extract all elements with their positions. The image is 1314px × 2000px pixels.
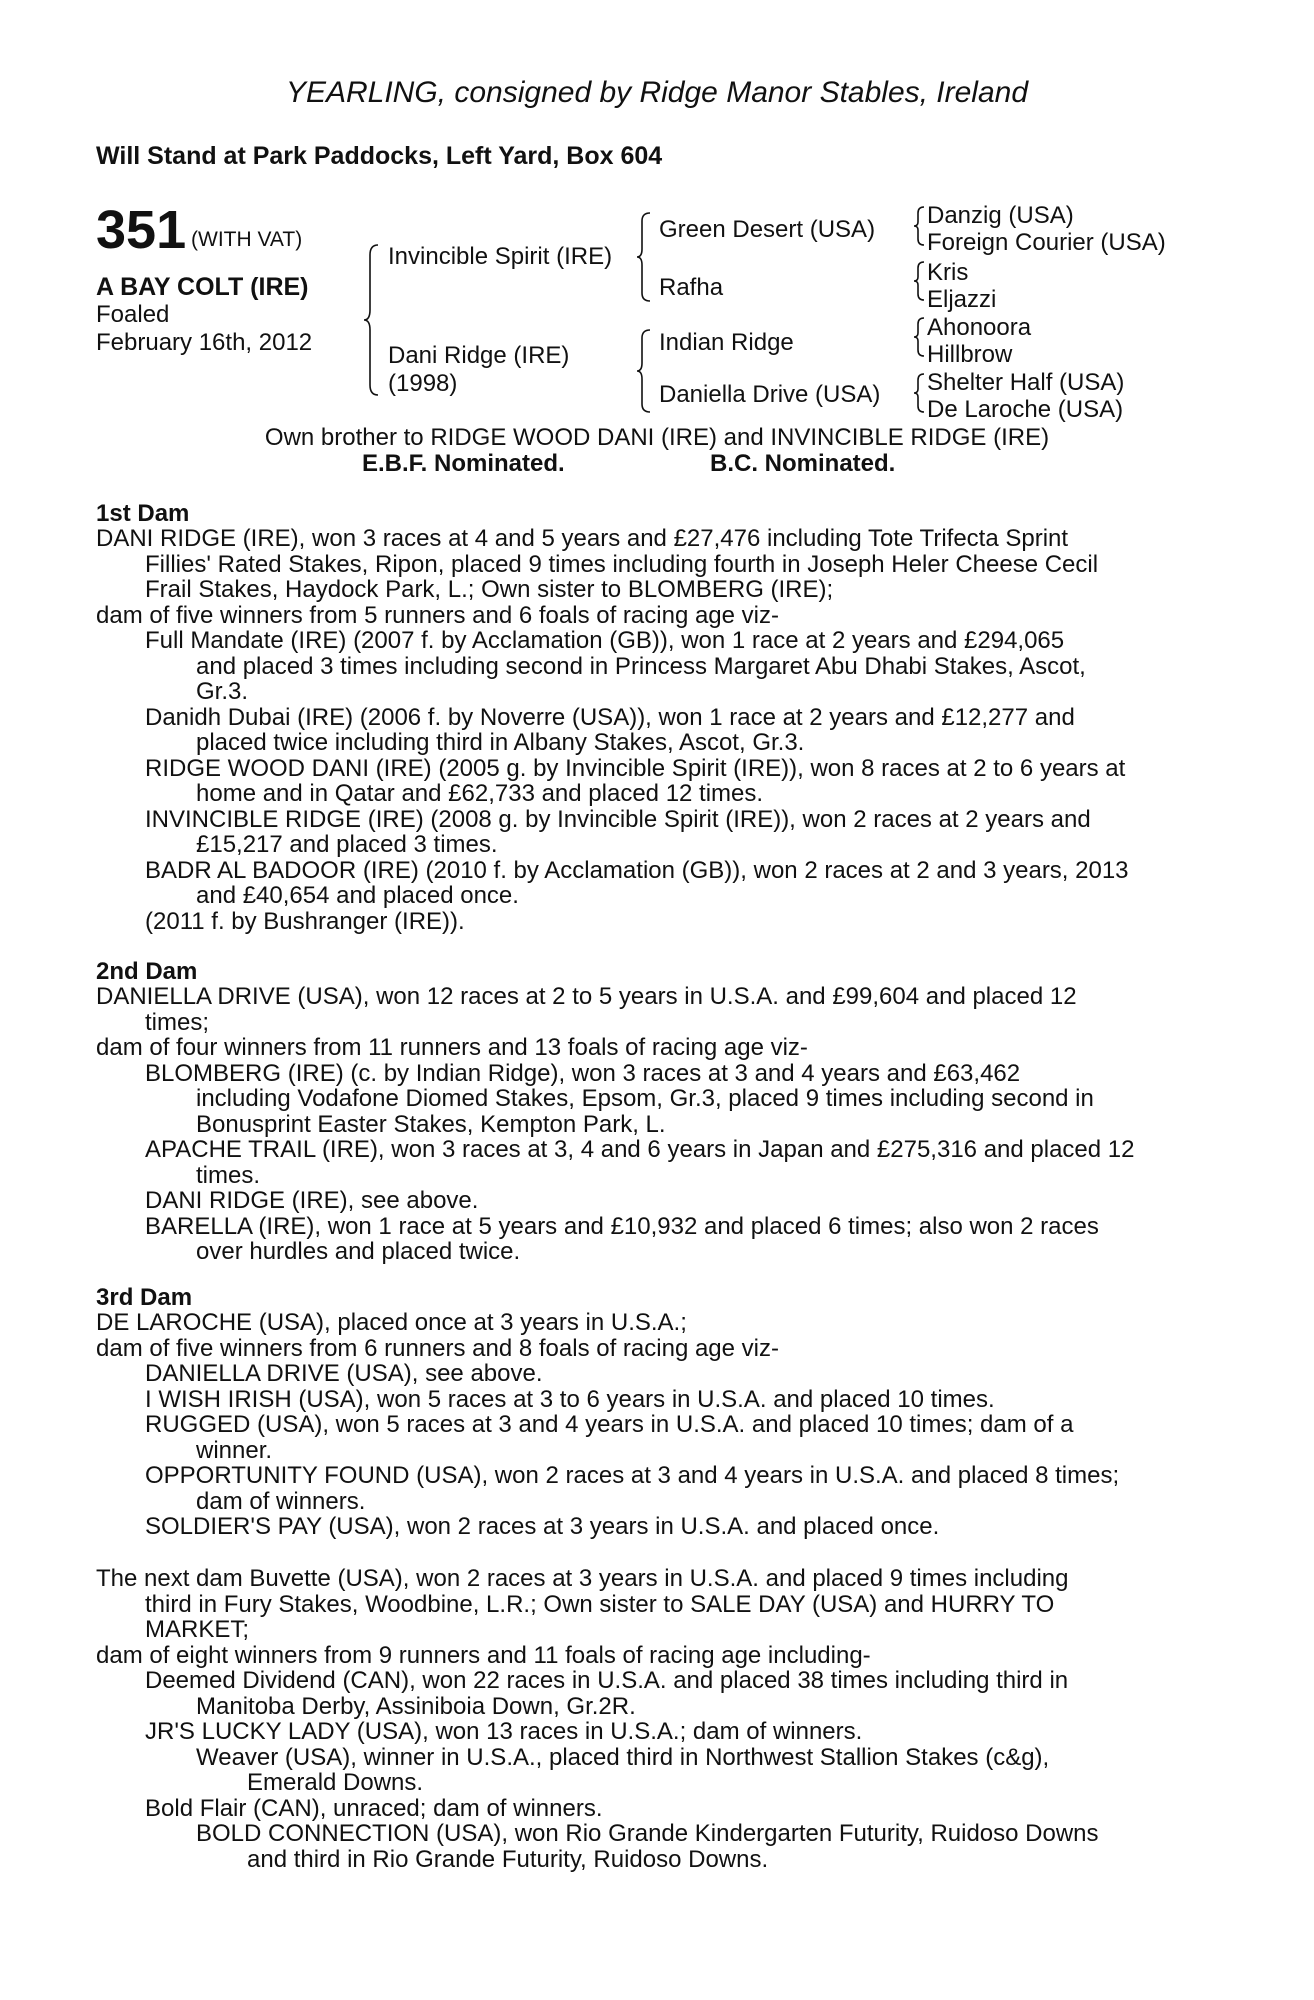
ebf-nominated: E.B.F. Nominated.: [362, 450, 565, 477]
pedigree-ddd: De Laroche (USA): [927, 396, 1124, 423]
text-line: Bold Flair (CAN), unraced; dam of winners.: [145, 1794, 603, 1822]
text-line: BARELLA (IRE), won 1 race at 5 years and £10,932 and placed 6 times; also won 2 races: [145, 1212, 1099, 1240]
text-line: Bonusprint Easter Stakes, Kempton Park, L.: [196, 1110, 666, 1138]
text-line: including Vodafone Diomed Stakes, Epsom, Gr.3, placed 9 times including second in: [196, 1085, 1094, 1112]
pedigree-dam-dam: Daniella Drive (USA): [659, 381, 881, 408]
second-dam-heading: 2nd Dam: [96, 958, 198, 985]
text-line: dam of five winners from 5 runners and 6 foals of racing age viz-: [96, 601, 779, 629]
foaled-label: Foaled: [96, 301, 170, 328]
text-line: The next dam Buvette (USA), won 2 races at 3 years in U.S.A. and placed 9 times including: [96, 1565, 1069, 1592]
pedigree-ssd: Foreign Courier (USA): [927, 229, 1166, 256]
text-line: INVINCIBLE RIDGE (IRE) (2008 g. by Invincible Spirit (IRE)), won 2 races at 2 years and: [145, 805, 1091, 833]
first-dam-heading: 1st Dam: [96, 500, 190, 527]
text-line: £15,217 and placed 3 times.: [196, 831, 498, 858]
pedigree-dam-sire: Indian Ridge: [659, 329, 794, 356]
text-line: DANI RIDGE (IRE), won 3 races at 4 and 5 years and £27,476 including Tote Trifecta Sprint: [96, 525, 1069, 552]
third-dam-lines: [96, 1310, 1119, 1540]
text-line: RIDGE WOOD DANI (IRE) (2005 g. by Invincible Spirit (IRE)), won 8 races at 2 to 6 years at: [145, 754, 1126, 782]
text-line: I WISH IRISH (USA), won 5 races at 3 to 6 years in U.S.A. and placed 10 times.: [145, 1385, 995, 1413]
text-line: home and in Qatar and £62,733 and placed 12 times.: [196, 780, 764, 807]
text-line: and placed 3 times including second in Princess Margaret Abu Dhabi Stakes, Ascot,: [196, 652, 1086, 680]
text-line: dam of eight winners from 9 runners and 11 foals of racing age including-: [96, 1641, 871, 1669]
text-line: Weaver (USA), winner in U.S.A., placed third in Northwest Stallion Stakes (c&g),: [196, 1743, 1050, 1771]
first-dam-lines: [96, 526, 1129, 934]
text-line: and third in Rio Grande Futurity, Ruidoso Downs.: [247, 1845, 769, 1873]
text-line: placed twice including third in Albany Stakes, Ascot, Gr.3.: [196, 729, 805, 756]
text-line: SOLDIER'S PAY (USA), won 2 races at 3 years in U.S.A. and placed once.: [145, 1513, 940, 1540]
pedigree-dam: Dani Ridge (IRE): [388, 342, 570, 369]
text-line: Fillies' Rated Stakes, Ripon, placed 9 times including fourth in Joseph Heler Cheese Cecil: [145, 550, 1099, 578]
text-line: DANI RIDGE (IRE), see above.: [145, 1187, 479, 1214]
text-line: Deemed Dividend (CAN), won 22 races in U.S.A. and placed 38 times including third in: [145, 1667, 1069, 1694]
pedigree-sss: Danzig (USA): [927, 202, 1074, 229]
text-line: times.: [196, 1161, 261, 1189]
bc-nominated: B.C. Nominated.: [710, 450, 896, 477]
text-line: Emerald Downs.: [247, 1769, 424, 1796]
pedigree-sds: Kris: [927, 259, 969, 286]
text-line: BOLD CONNECTION (USA), won Rio Grande Kindergarten Futurity, Ruidoso Downs: [196, 1820, 1099, 1847]
text-line: APACHE TRAIL (IRE), won 3 races at 3, 4 and 6 years in Japan and £275,316 and placed 12: [145, 1136, 1135, 1163]
text-line: JR'S LUCKY LADY (USA), won 13 races in U.S.A.; dam of winners.: [145, 1718, 863, 1745]
text-line: Full Mandate (IRE) (2007 f. by Acclamation (GB)), won 1 race at 2 years and £294,065: [145, 627, 1065, 654]
text-line: MARKET;: [145, 1616, 250, 1643]
pedigree-dam-year: (1998): [388, 370, 458, 397]
text-line: dam of winners.: [196, 1487, 366, 1515]
text-line: Gr.3.: [196, 678, 249, 705]
pedigree-sdd: Eljazzi: [927, 286, 997, 313]
text-line: winner.: [196, 1436, 273, 1464]
pedigree-dss: Ahonoora: [927, 314, 1032, 341]
text-line: OPPORTUNITY FOUND (USA), won 2 races at 3 and 4 years in U.S.A. and placed 8 times;: [145, 1462, 1120, 1489]
text-line: RUGGED (USA), won 5 races at 3 and 4 years in U.S.A. and placed 10 times; dam of a: [145, 1411, 1074, 1438]
own-brother-note: Own brother to RIDGE WOOD DANI (IRE) and INVINCIBLE RIDGE (IRE): [264, 424, 1050, 451]
lot-number: 351: [96, 200, 187, 260]
text-line: Manitoba Derby, Assiniboia Down, Gr.2R.: [196, 1692, 636, 1720]
text-line: and £40,654 and placed once.: [196, 882, 519, 909]
text-line: dam of four winners from 11 runners and 13 foals of racing age viz-: [96, 1034, 808, 1061]
text-line: third in Fury Stakes, Woodbine, L.R.; Own sister to SALE DAY (USA) and HURRY TO: [145, 1590, 1055, 1618]
pedigree-sire: Invincible Spirit (IRE): [388, 243, 613, 270]
vat-label: (WITH VAT): [191, 228, 303, 251]
catalogue-header: YEARLING, consigned by Ridge Manor Stables, Ireland: [285, 76, 1029, 109]
text-line: Danidh Dubai (IRE) (2006 f. by Noverre (USA)), won 1 race at 2 years and £12,277 and: [145, 703, 1075, 731]
pedigree-sire-dam: Rafha: [659, 274, 724, 301]
text-line: over hurdles and placed twice.: [196, 1238, 521, 1265]
stand-location: Will Stand at Park Paddocks, Left Yard, Box 604: [96, 142, 663, 170]
text-line: BADR AL BADOOR (IRE) (2010 f. by Acclamation (GB)), won 2 races at 2 and 3 years, 2013: [145, 856, 1129, 884]
third-dam-heading: 3rd Dam: [96, 1284, 193, 1311]
text-line: dam of five winners from 6 runners and 8 foals of racing age viz-: [96, 1334, 779, 1362]
pedigree-dsd: Hillbrow: [927, 341, 1013, 368]
text-line: DANIELLA DRIVE (USA), see above.: [145, 1360, 543, 1387]
text-line: DANIELLA DRIVE (USA), won 12 races at 2 to 5 years in U.S.A. and £99,604 and placed 12: [96, 983, 1077, 1010]
next-dam-lines: [96, 1566, 1099, 1872]
foaled-date: February 16th, 2012: [96, 329, 313, 356]
lot-description: A BAY COLT (IRE): [96, 273, 309, 301]
text-line: BLOMBERG (IRE) (c. by Indian Ridge), won 3 races at 3 and 4 years and £63,462: [145, 1059, 1021, 1087]
text-line: (2011 f. by Bushranger (IRE)).: [145, 907, 465, 935]
text-line: times;: [145, 1008, 210, 1036]
pedigree-sire-sire: Green Desert (USA): [659, 216, 876, 243]
second-dam-lines: [96, 984, 1134, 1265]
pedigree-dds: Shelter Half (USA): [927, 369, 1125, 396]
text-line: Frail Stakes, Haydock Park, L.; Own sister to BLOMBERG (IRE);: [145, 576, 834, 603]
text-line: DE LAROCHE (USA), placed once at 3 years in U.S.A.;: [96, 1309, 687, 1336]
